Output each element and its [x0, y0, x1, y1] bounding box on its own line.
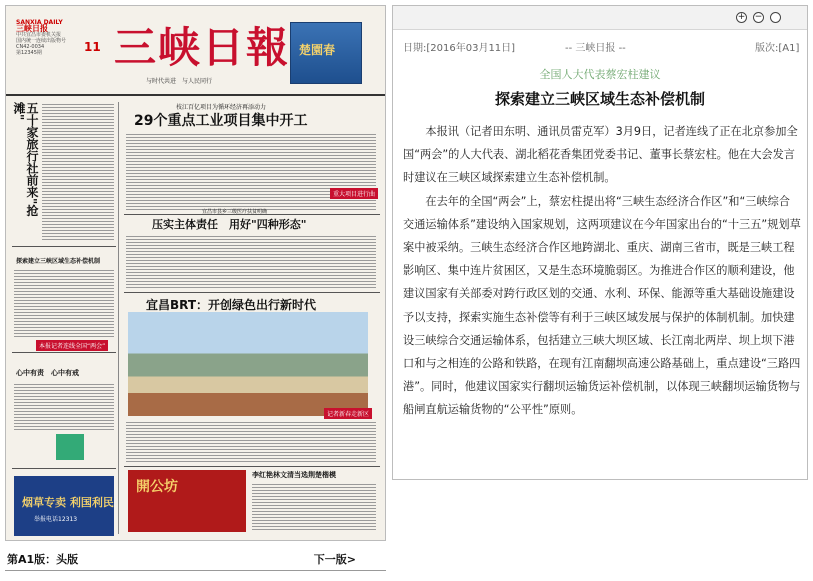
article-paragraph: 本报讯（记者田东明、通讯员雷克军）3月9日，记者连线了正在北京参加全国“两会”的人大代表、湖北稻花香集团党委书记、董事长蔡宏柱。他在大会发言时建议在三峡区域探索建立生态补偿机制。 [403, 125, 798, 185]
brt-photo[interactable] [128, 312, 368, 416]
headline-1-kicker: 枝江百亿项目为循环经济再添动力 [176, 104, 267, 111]
masthead-info: SANXIA DAILY 三峡日报 中共宜昌市委机关报 国内统一连续出版物号 CN42-0034 第12345期 11 [16, 19, 101, 56]
reset-zoom-icon[interactable] [770, 12, 781, 23]
next-edition-link[interactable]: 下一版> [313, 553, 356, 566]
page-navigation [5, 547, 386, 571]
article-edition: 版次:[A1] [755, 43, 800, 54]
masthead-ad-text: 楚園春 [299, 43, 336, 57]
article-subtitle: 全国人大代表蔡宏柱建议 [539, 68, 661, 81]
headline-2-kicker: 宜昌市县乡三级医疗扶贫明确 [202, 209, 268, 215]
article-panel [392, 5, 808, 480]
headline-brt[interactable]: 宜昌BRT：开创绿色出行新时代 [146, 298, 317, 312]
article-body [403, 120, 801, 422]
ad-tobacco[interactable] [14, 476, 114, 536]
issue-number: 11 [84, 40, 101, 54]
article-date: 日期:[2016年03月11日] [403, 43, 516, 54]
side-headline-duty[interactable]: 心中有责 心中有戒 [16, 369, 79, 377]
reader-toolbar [393, 6, 807, 30]
newspaper-page-image[interactable]: SANXIA DAILY 三峡日报 中共宜昌市委机关报 国内统一连续出版物号 CN42-0034 第12345期 11 三峡日報 与时代共进 与人民同行 楚園春 五十家旅行社前来"抢滩" 探索建立三峡区域生态补偿机制 本报记者连线全国“两会” 心中有责 心中有戒 烟草专卖 利国利民 举报电话12313 枝江百亿项目为循环经济再添动力 29个重点工业项目集中开工 重大项目进行曲 宜昌市县乡三级医疗扶贫明确 压实主体责任 用好"四种形态" 宜昌BRT：开创绿色出行新时代 记者新春走新区 開公坊 李红艳林文清当选荆楚楷模 [5, 5, 386, 541]
masthead [6, 6, 385, 96]
side-headline-eco[interactable]: 探索建立三峡区域生态补偿机制 [16, 258, 101, 265]
zoom-out-icon[interactable]: − [754, 12, 763, 22]
zoom-in-icon[interactable]: + [737, 12, 746, 22]
ad-liquor[interactable] [128, 470, 246, 532]
headline-responsibility[interactable]: 压实主体责任 用好"四种形态" [152, 218, 307, 231]
headline-role-models[interactable]: 李红艳林文清当选荆楚楷模 [252, 471, 336, 479]
article-title: 探索建立三峡区域生态补偿机制 [494, 90, 705, 108]
ad-tobacco-sub: 举报电话12313 [34, 516, 78, 523]
article-paragraph: 在去年的全国“两会”上，蔡宏柱提出将“三峡生态经济合作区”和“三峡综合交通运输体系”建设纳入国家规划，这两项建议在今年国家出台的“十三五”规划草案中被采纳。三峡生态经济合作区地跨湖北、重庆、湖南三省市，既是三峡工程影响区、集中连片贫困区，又是生态环境脆弱区。为推进合作区的顺利建设，他建议国家有关部委对跨行政区划的交通、水利、环保、能源等重大基础设施建设予以支持，探索实施生态补偿等有利于三峡区域发展与保护的体制机制。加快建设三峡综合交通运输体系，包括建立三峡大坝区域、长江南北两岸、坝上坝下港口和与之相连的公路和铁路，在现有江南翻坝高速公路基础上，重点建设“三路四港”。同时，他建议国家实行翻坝运输货运补偿机制，以体现三峡翻坝运输货物与船闸直航运输货物的“公平性”原则。 [403, 194, 801, 417]
masthead-slogan: 与时代共进 与人民同行 [146, 78, 213, 85]
masthead-logo: 三峡日報 [114, 23, 291, 72]
headline-industrial-projects[interactable]: 29个重点工业项目集中开工 [134, 113, 308, 129]
masthead-ad[interactable] [290, 22, 362, 84]
lead-vertical-headline[interactable]: 五十家旅行社前来"抢滩" [12, 102, 39, 217]
article-source: -- 三峡日报 -- [565, 43, 626, 54]
ad-tobacco-text: 烟草专卖 利国利民 [22, 496, 114, 509]
masthead-english: SANXIA DAILY [16, 19, 63, 26]
ad-liquor-text: 開公坊 [136, 479, 178, 495]
current-edition-label: 第A1版：头版 [7, 553, 79, 566]
